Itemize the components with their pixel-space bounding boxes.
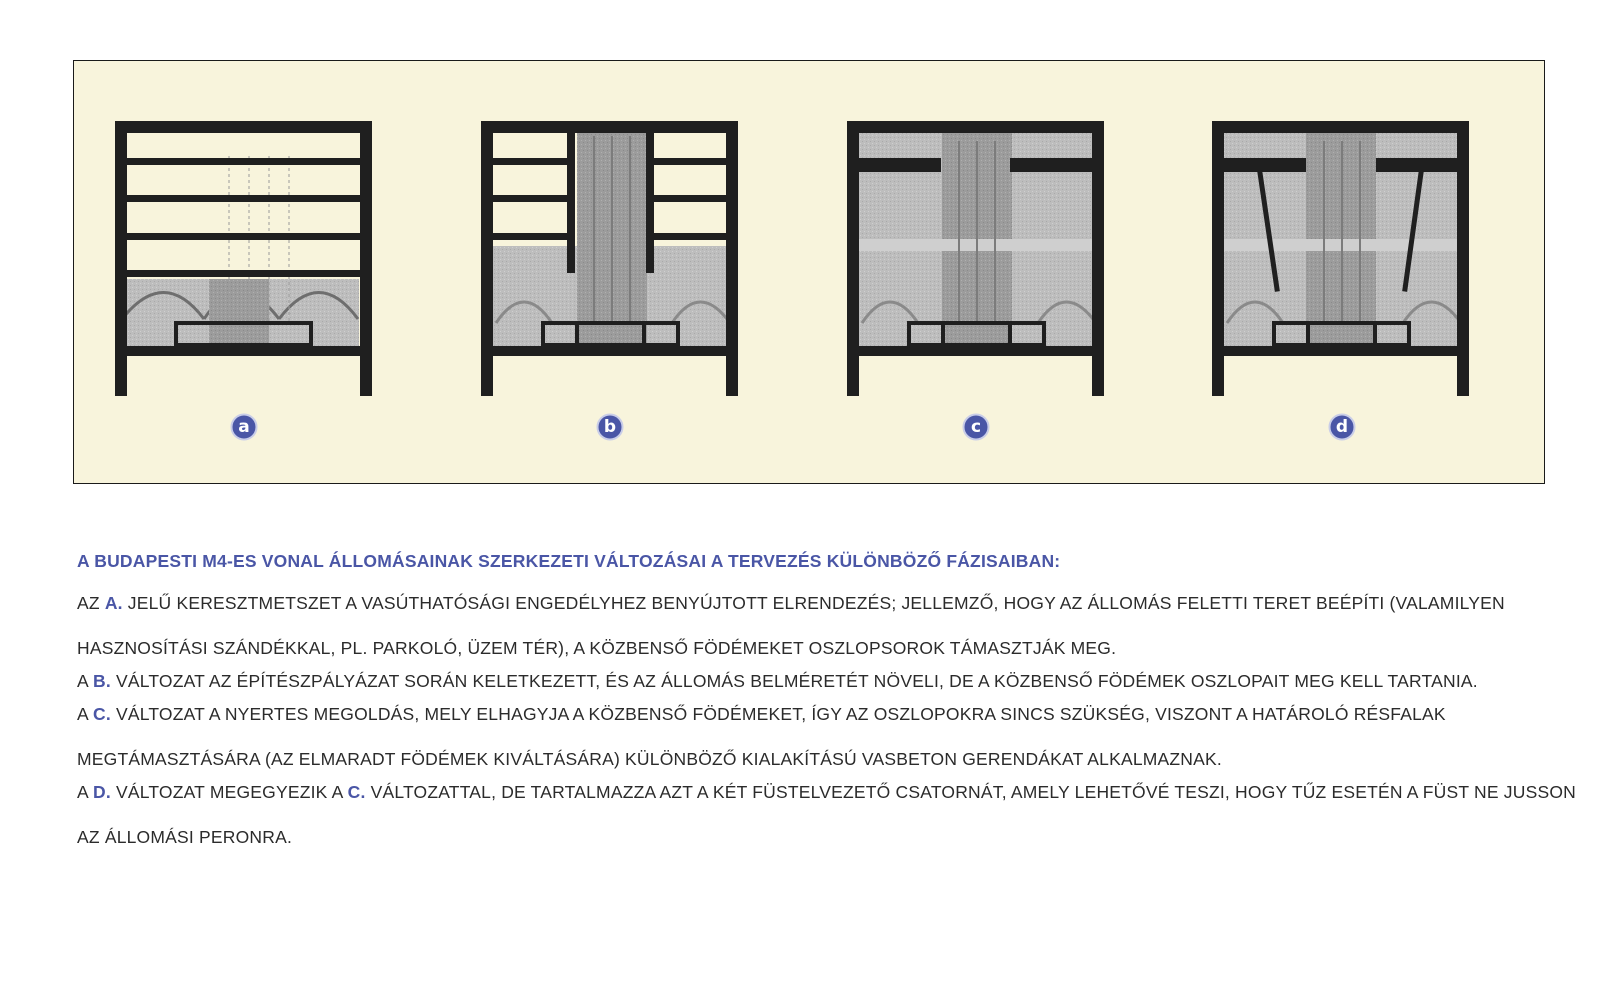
caption-highlight: D. <box>92 782 111 802</box>
caption-text: VÁLTOZATTAL, DE TARTALMAZZA AZT A KÉT FÜSTELVEZETŐ CSATORNÁT, AMELY LEHETŐVÉ TESZI, HOGY TŰZ ESETÉN A FÜST NE JUSSON AZ ÁLLOMÁSI PERONRA. <box>77 782 1576 847</box>
caption-text: A <box>77 782 93 802</box>
section-a-column-zone <box>209 279 269 353</box>
caption-highlight: C. <box>92 704 111 724</box>
caption-text: A <box>77 704 93 724</box>
section-d <box>1212 121 1469 396</box>
caption-highlight: A. <box>104 593 123 613</box>
cross-sections-svg <box>74 61 1546 485</box>
section-b <box>481 121 738 396</box>
section-a <box>115 121 372 396</box>
badge-a <box>232 415 257 440</box>
badge-d <box>1330 415 1355 440</box>
badge-a-label: a <box>238 417 250 437</box>
caption-paragraph-d <box>77 770 1577 860</box>
caption-text: JELŰ KERESZTMETSZET A VASÚTHATÓSÁGI ENGEDÉLYHEZ BENYÚJTOTT ELRENDEZÉS; JELLEMZŐ, HOGY AZ ÁLLOMÁS FELETTI TERET BEÉPÍTI (VALAMILYEN HASZNOSÍTÁSI SZÁNDÉKKAL, PL. PARKOLÓ, ÜZEM TÉR), A KÖZBENSŐ FÖDÉMEKET OSZLOPSOROK TÁMASZTJÁK MEG. <box>77 593 1505 658</box>
section-a-structure <box>115 121 372 396</box>
caption-text: A <box>77 671 93 691</box>
caption-paragraph-c <box>77 692 1577 782</box>
caption-text: VÁLTOZAT MEGEGYEZIK A <box>110 782 348 802</box>
caption-text: VÁLTOZAT A NYERTES MEGOLDÁS, MELY ELHAGYJA A KÖZBENSŐ FÖDÉMEKET, ÍGY AZ OSZLOPOKRA SINCS SZÜKSÉG, VISZONT A HATÁROLÓ RÉSFALAK MEGTÁMASZTÁSÁRA (AZ ELMARADT FÖDÉMEK KIVÁLTÁSÁRA) KÜLÖNBÖZŐ KIALAKÍTÁSÚ VASBETON GERENDÁKAT ALKALMAZNAK. <box>77 704 1446 769</box>
caption-text: VÁLTOZAT AZ ÉPÍTÉSZPÁLYÁZAT SORÁN KELETKEZETT, ÉS AZ ÁLLOMÁS BELMÉRETÉT NÖVELI, DE A KÖZBENSŐ FÖDÉMEK OSZLOPAIT MEG KELL TARTANIA. <box>110 671 1478 691</box>
caption <box>77 548 1577 860</box>
badge-b <box>598 415 623 440</box>
badge-c-label: c <box>970 417 982 437</box>
badge-c <box>964 415 989 440</box>
caption-highlight: B. <box>92 671 111 691</box>
caption-title: A BUDAPESTI M4-ES VONAL ÁLLOMÁSAINAK SZERKEZETI VÁLTOZÁSAI A TERVEZÉS KÜLÖNBÖZŐ FÁZISAIBAN: <box>77 551 1061 571</box>
badge-b-label: b <box>603 417 617 437</box>
caption-text: AZ <box>77 593 105 613</box>
caption-paragraph-a <box>77 581 1577 671</box>
section-c <box>847 121 1104 396</box>
badge-d-label: d <box>1335 417 1349 437</box>
caption-highlight: C. <box>347 782 366 802</box>
cross-section-figure <box>73 60 1545 484</box>
